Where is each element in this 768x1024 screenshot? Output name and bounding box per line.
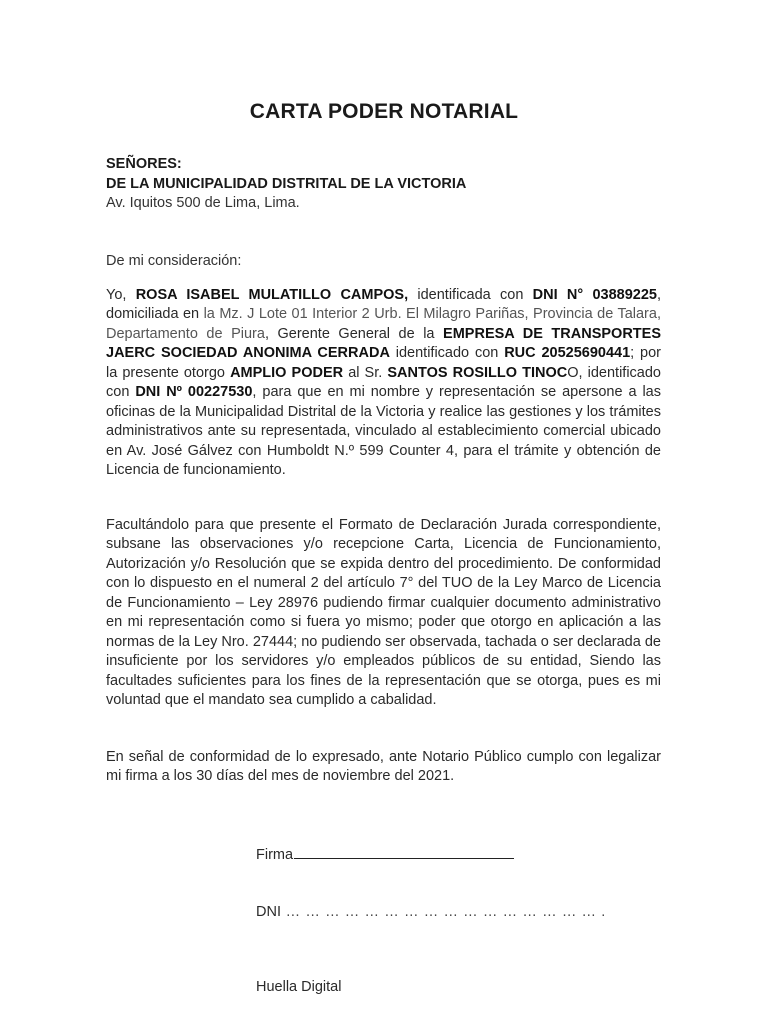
document-title: CARTA PODER NOTARIAL bbox=[249, 100, 519, 123]
text-fragment: Yo, bbox=[106, 287, 136, 303]
text-fragment: O, identificado con bbox=[106, 364, 661, 401]
grantor-address: la Mz. J Lote 01 Interior 2 Urb. El Milagro Pariñas, Provincia de Talara, Departamento de Piura bbox=[106, 306, 661, 342]
grantor-name: ROSA ISABEL MULATILLO CAMPOS, bbox=[135, 287, 409, 303]
representative-dni: DNI Nº 00227530 bbox=[135, 384, 253, 401]
firma-label: Firma bbox=[256, 847, 294, 863]
representative-name: SANTOS ROSILLO TINOC bbox=[387, 364, 568, 381]
paragraph-conformity: En señal de conformidad de lo expresado, ante Notario Público cumplo con legalizar mi firma a los 30 días del mes de noviembre del 2021. bbox=[106, 749, 661, 785]
grantor-dni: DNI N° 03889225 bbox=[532, 287, 657, 303]
addressee-salutation: SEÑORES: bbox=[106, 156, 182, 172]
power-type: AMPLIO PODER bbox=[230, 364, 344, 381]
text-fragment: identificada con bbox=[408, 287, 533, 303]
text-fragment: , domiciliada en bbox=[106, 287, 661, 323]
company-name: EMPRESA DE TRANSPORTES JAERC SOCIEDAD ANONIMA CERRADA bbox=[106, 325, 661, 362]
text-fragment: identificado con bbox=[389, 345, 505, 362]
dni-dots: … … … … … … … … … … … … … … … … . bbox=[280, 904, 606, 920]
paragraph-grant bbox=[106, 286, 661, 481]
fingerprint-label: Huella Digital bbox=[256, 979, 342, 995]
paragraph-faculties: Facultándolo para que presente el Formato de Declaración Jurada correspondiente, subsane las observaciones y/o recepcione Carta, Licencia de Funcionamiento, Autorización y/o Resolución que se expida dentro del procedimiento. De conformidad con lo dispuesto en el numeral 2 del artículo 7° del TUO de la Ley Marco de Licencia de Funcionamiento – Ley 28976 pudiendo firmar cualquier documento administrativo en mi representación como si fuera yo mismo; poder que otorgo en aplicación a las normas de la Ley Nro. 27444; no pudiendo ser observada, tachada o ser declarada de insuficiente por los servidores y/o empleados públicos de su entidad, Siendo las facultades suficientes para los fines de la representación que se otorga, pues es mi voluntad que el mandato sea cumplido a cabalidad. bbox=[106, 517, 661, 709]
text-fragment: , para que en mi nombre y representación se apersone a las oficinas de la Municipalidad Distrital de la Victoria y realice las gestiones y los trámites administrativos ante su representada, vinculado al establecimiento comercial ubicado en Av. José Gálvez con Humboldt N.º 599 Counter 4, para el trámite y obtención de Licencia de funcionamiento. bbox=[106, 384, 661, 479]
addressee-block bbox=[106, 155, 666, 214]
addressee-entity: DE LA MUNICIPALIDAD DISTRITAL DE LA VICTORIA bbox=[106, 175, 467, 192]
addressee-address: Av. Iquitos 500 de Lima, Lima. bbox=[106, 195, 300, 211]
company-ruc: RUC 20525690441 bbox=[504, 345, 631, 362]
dni-label: DNI bbox=[256, 904, 281, 920]
dni-line bbox=[256, 904, 606, 920]
signature-underline bbox=[294, 846, 514, 859]
text-fragment: al Sr. bbox=[343, 364, 388, 381]
signature-line bbox=[256, 846, 514, 863]
text-fragment: , Gerente General de la bbox=[264, 325, 444, 342]
greeting: De mi consideración: bbox=[106, 253, 242, 269]
text-fragment: ; por la presente otorgo bbox=[106, 345, 662, 381]
